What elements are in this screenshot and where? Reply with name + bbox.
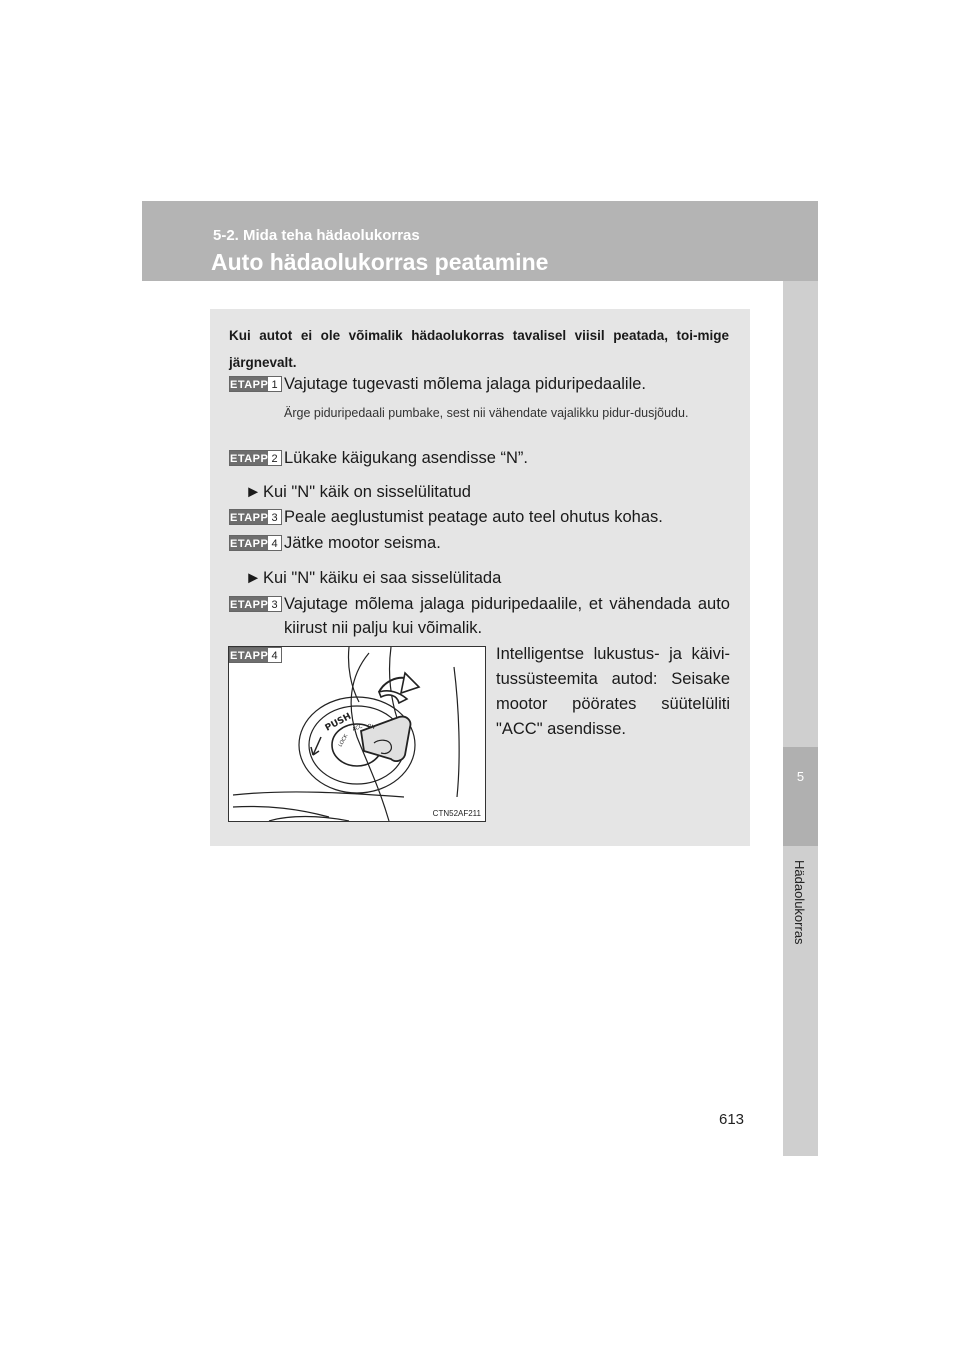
step-badge-number: 3 bbox=[268, 510, 281, 524]
step-4a-text: Jätke mootor seisma. bbox=[284, 534, 441, 552]
step-2-text: Lükake käigukang asendisse “N”. bbox=[284, 449, 528, 467]
step-3b-text: Vajutage mõlema jalaga piduripedaalile, et vähendada auto kiirust nii palju kui võimalik. bbox=[284, 595, 730, 637]
step-badge-word: ETAPP bbox=[230, 512, 269, 524]
step-badge-number: 1 bbox=[268, 377, 281, 391]
ignition-switch-drawing bbox=[229, 647, 485, 821]
chapter-title: Hädaolukorras bbox=[792, 860, 807, 945]
step-badge-4a bbox=[229, 535, 282, 551]
step-badge-number: 2 bbox=[268, 451, 281, 465]
side-strip bbox=[783, 281, 818, 1156]
step-1-text: Vajutage tugevasti mõlema jalaga piduripedaalile. bbox=[284, 375, 647, 393]
chapter-tab bbox=[783, 747, 818, 846]
step-badge-word: ETAPP bbox=[230, 453, 269, 465]
step-badge-number: 4 bbox=[268, 648, 281, 662]
figure-code: CTN52AF211 bbox=[432, 809, 481, 818]
case-2-condition bbox=[245, 566, 501, 590]
step-badge-word: ETAPP bbox=[230, 379, 269, 391]
page-number: 613 bbox=[719, 1111, 745, 1128]
step-badge-3b bbox=[229, 596, 282, 612]
push-label: PUSH bbox=[323, 711, 354, 734]
case-2-condition-text: Kui "N" käiku ei saa sisselülitada bbox=[263, 569, 502, 587]
step-badge-word: ETAPP bbox=[230, 538, 269, 550]
step-badge-3a bbox=[229, 509, 282, 525]
on-label: ON bbox=[366, 723, 376, 731]
ignition-key-illustration bbox=[228, 646, 486, 822]
triangle-right-icon: ► bbox=[245, 483, 262, 501]
chapter-number: 5 bbox=[796, 769, 805, 784]
step-badge-word: ETAPP bbox=[230, 650, 269, 662]
step-badge-word: ETAPP bbox=[230, 599, 269, 611]
step-badge-number: 4 bbox=[268, 536, 281, 550]
case-1-condition-text: Kui "N" käik on sisselülitatud bbox=[263, 483, 471, 501]
step-badge-number: 3 bbox=[268, 597, 281, 611]
lock-label: LOCK bbox=[337, 733, 350, 748]
page-title: Auto hädaolukorras peatamine bbox=[211, 249, 549, 275]
step-1-note: Ärge piduripedaali pumbake, sest nii vähendate vajalikku pidur-dusjõudu. bbox=[284, 406, 689, 420]
intro-text: Kui autot ei ole võimalik hädaolukorras tavalisel viisil peatada, toi-mige järgnevalt. bbox=[229, 328, 729, 370]
step-badge-2 bbox=[229, 450, 282, 466]
section-label: 5-2. Mida teha hädaolukorras bbox=[213, 227, 420, 244]
triangle-right-icon: ► bbox=[245, 569, 262, 587]
acc-label: ACC bbox=[351, 723, 364, 733]
figure-description: Intelligentse lukustus- ja käivi-tussüsteemita autod: Seisake mootor pöörates süütelüliti "ACC" asendisse. bbox=[496, 645, 730, 738]
case-1-condition bbox=[245, 480, 471, 504]
step-3a-text: Peale aeglustumist peatage auto teel ohutus kohas. bbox=[284, 508, 663, 526]
step-badge-1 bbox=[229, 376, 282, 392]
